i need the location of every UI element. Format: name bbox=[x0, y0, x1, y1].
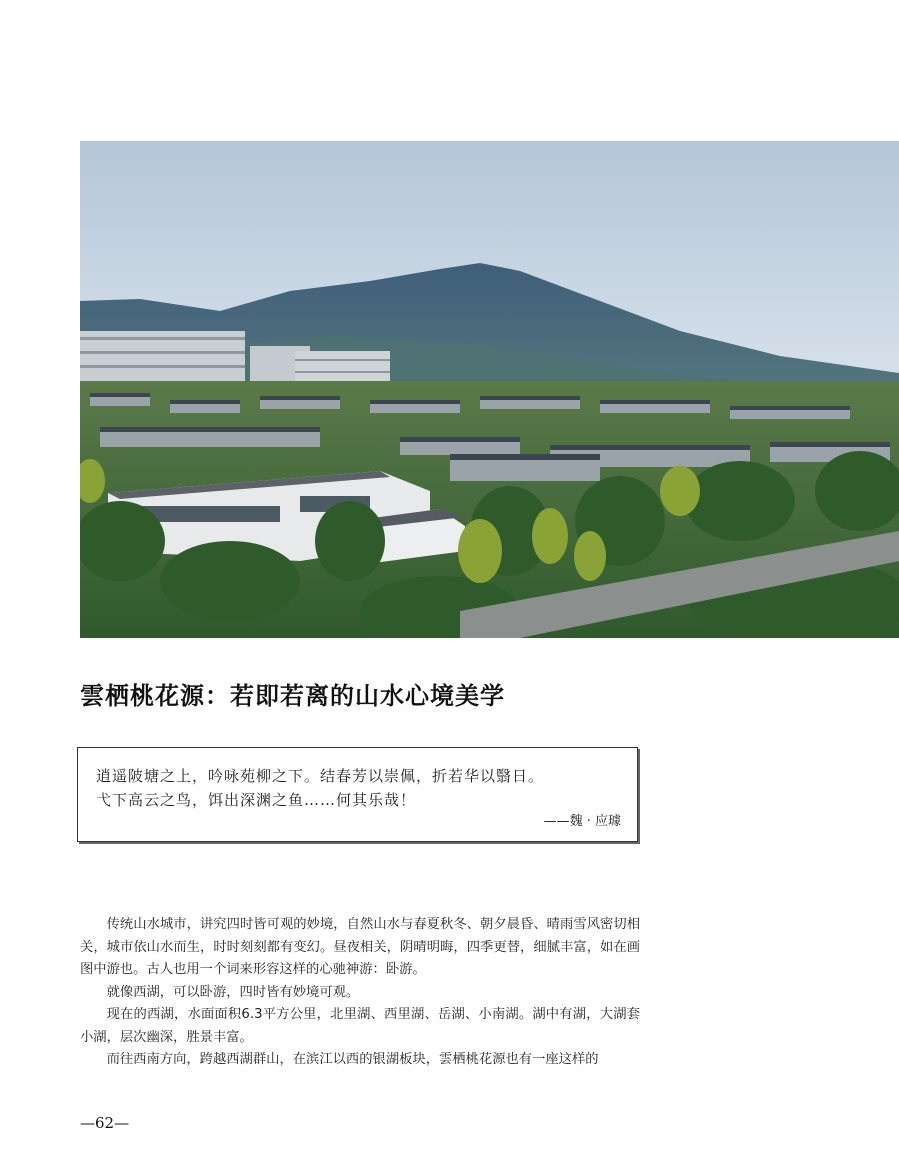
article-body bbox=[80, 914, 640, 1072]
body-paragraph: 就像西湖，可以卧游，四时皆有妙境可观。 bbox=[106, 984, 360, 1000]
quote-line-1: 逍遥陂塘之上，吟咏苑柳之下。结春芳以崇佩，折若华以翳日。 bbox=[96, 767, 545, 785]
quote-box bbox=[77, 747, 638, 842]
aerial-village-rendering bbox=[80, 141, 899, 638]
page-number: —62— bbox=[80, 1114, 130, 1132]
body-paragraph: 现在的西湖，水面面积6.3平方公里，北里湖、西里湖、岳湖、小南湖。湖中有湖，大湖套小湖，层次幽深，胜景丰富。 bbox=[80, 1007, 640, 1045]
article-title: 雲栖桃花源：若即若离的山水心境美学 bbox=[80, 682, 505, 710]
hero-landscape-image bbox=[80, 141, 899, 638]
quote-author: ——魏 · 应璩 bbox=[543, 814, 621, 829]
body-paragraph: 传统山水城市，讲究四时皆可观的妙境，自然山水与春夏秋冬、朝夕晨昏、晴雨雪风密切相关，城市依山水而生，时时刻刻都有变幻。昼夜相关，阴晴明晦，四季更替，细腻丰富，如在画图中游也。古人也用一个词来形容这样的心驰神游：卧游。 bbox=[80, 917, 640, 977]
quote-line-2: 弋下高云之鸟，饵出深渊之鱼……何其乐哉！ bbox=[96, 791, 417, 809]
body-paragraph: 而往西南方向，跨越西湖群山，在滨江以西的银湖板块，雲栖桃花源也有一座这样的 bbox=[106, 1052, 599, 1067]
